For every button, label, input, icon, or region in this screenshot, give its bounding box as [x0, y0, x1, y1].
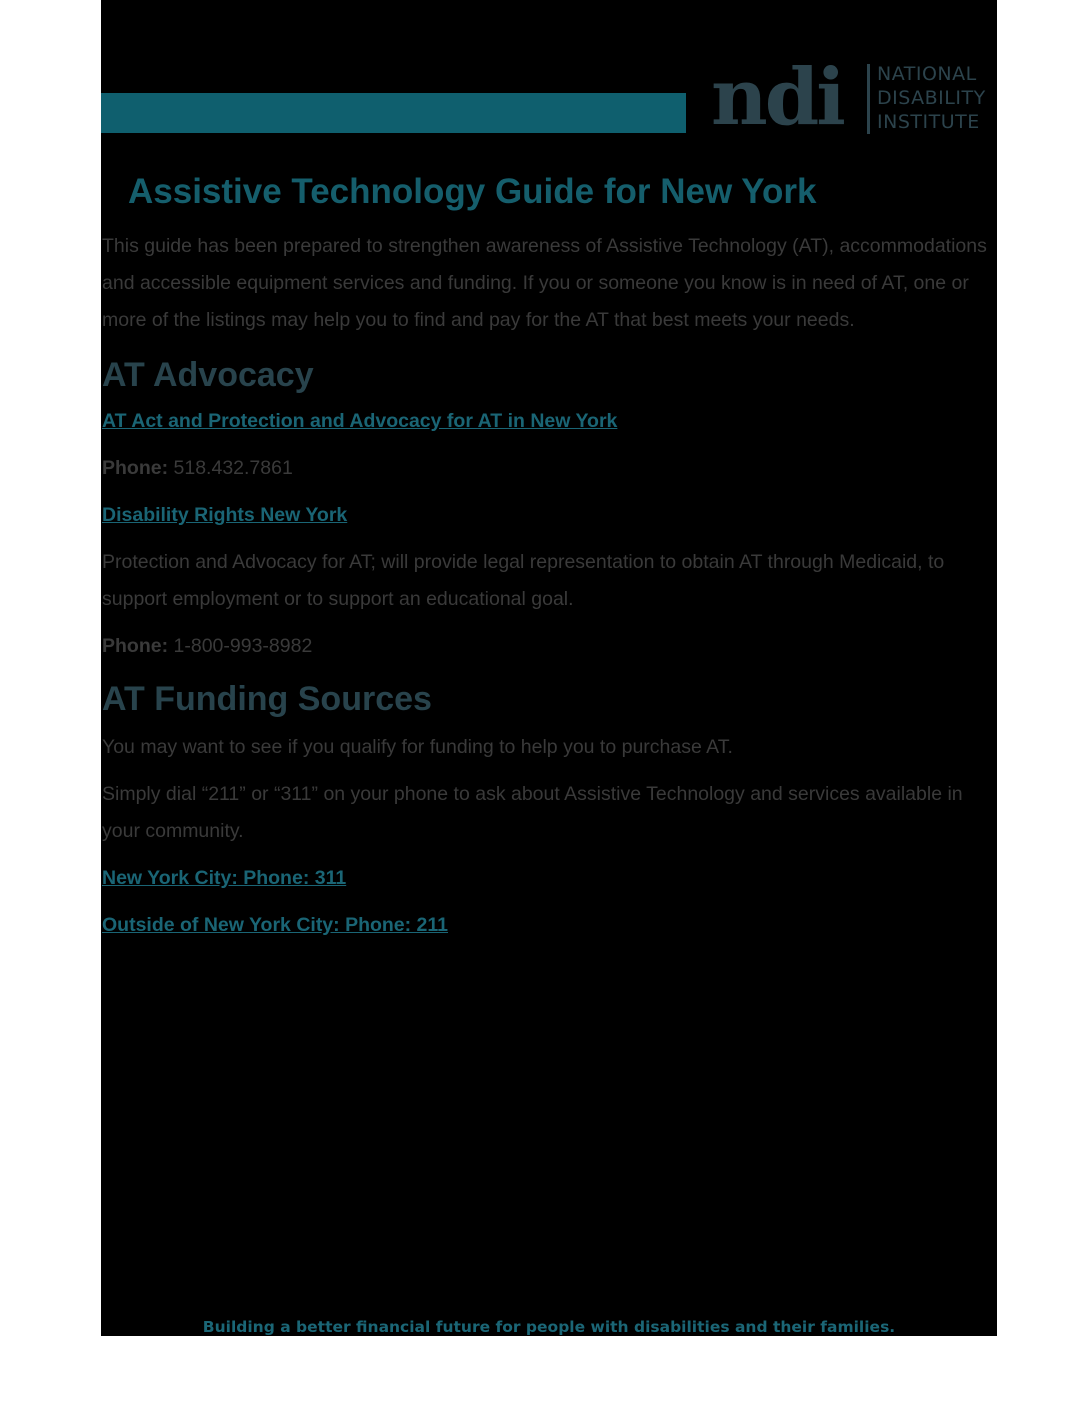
logo-mark: ndi	[711, 52, 843, 143]
disability-rights-description: Protection and Advocacy for AT; will provide legal representation to obtain AT through Medicaid, to support employment or to support an educational goal.	[102, 551, 945, 610]
footer-tagline: Building a better financial future for people with disabilities and their families.	[202, 1318, 896, 1336]
phone-value: 1-800-993-8982	[173, 635, 313, 657]
phone-line-disability-rights	[102, 628, 994, 665]
page-title: Assistive Technology Guide for New York	[128, 172, 817, 211]
link-nyc-311[interactable]: New York City: Phone: 311	[102, 867, 347, 889]
phone-label: Phone:	[102, 457, 169, 479]
phone-value: 518.432.7861	[173, 457, 293, 479]
link-disability-rights-ny[interactable]: Disability Rights New York	[102, 504, 348, 526]
document-content	[102, 228, 994, 954]
funding-text-qualify: You may want to see if you qualify for funding to help you to purchase AT.	[102, 736, 733, 758]
logo-divider	[867, 64, 870, 134]
intro-paragraph: This guide has been prepared to strengthen awareness of Assistive Technology (AT), accommodations and accessible equipment services and funding. If you or someone you know is in need of AT, one or more of the listings may help you to find and pay for the AT that best meets your needs.	[102, 235, 987, 331]
phone-line-at-act	[102, 450, 994, 487]
funding-text-dial: Simply dial “211” or “311” on your phone to ask about Assistive Technology and services available in your community.	[102, 783, 963, 842]
link-outside-nyc-211[interactable]: Outside of New York City: Phone: 211	[102, 914, 449, 936]
document-page	[101, 0, 997, 1336]
logo-line-disability: DISABILITY	[877, 87, 986, 109]
section-heading-advocacy: AT Advocacy	[102, 356, 314, 394]
ndi-logo	[711, 52, 997, 143]
phone-label: Phone:	[102, 635, 169, 657]
logo-wordmark	[877, 62, 986, 134]
link-at-act[interactable]: AT Act and Protection and Advocacy for AT in New York	[102, 410, 618, 432]
section-heading-funding: AT Funding Sources	[102, 680, 432, 718]
logo-line-institute: INSTITUTE	[877, 111, 980, 133]
header-accent-bar	[101, 93, 686, 133]
logo-line-national: NATIONAL	[877, 63, 977, 85]
